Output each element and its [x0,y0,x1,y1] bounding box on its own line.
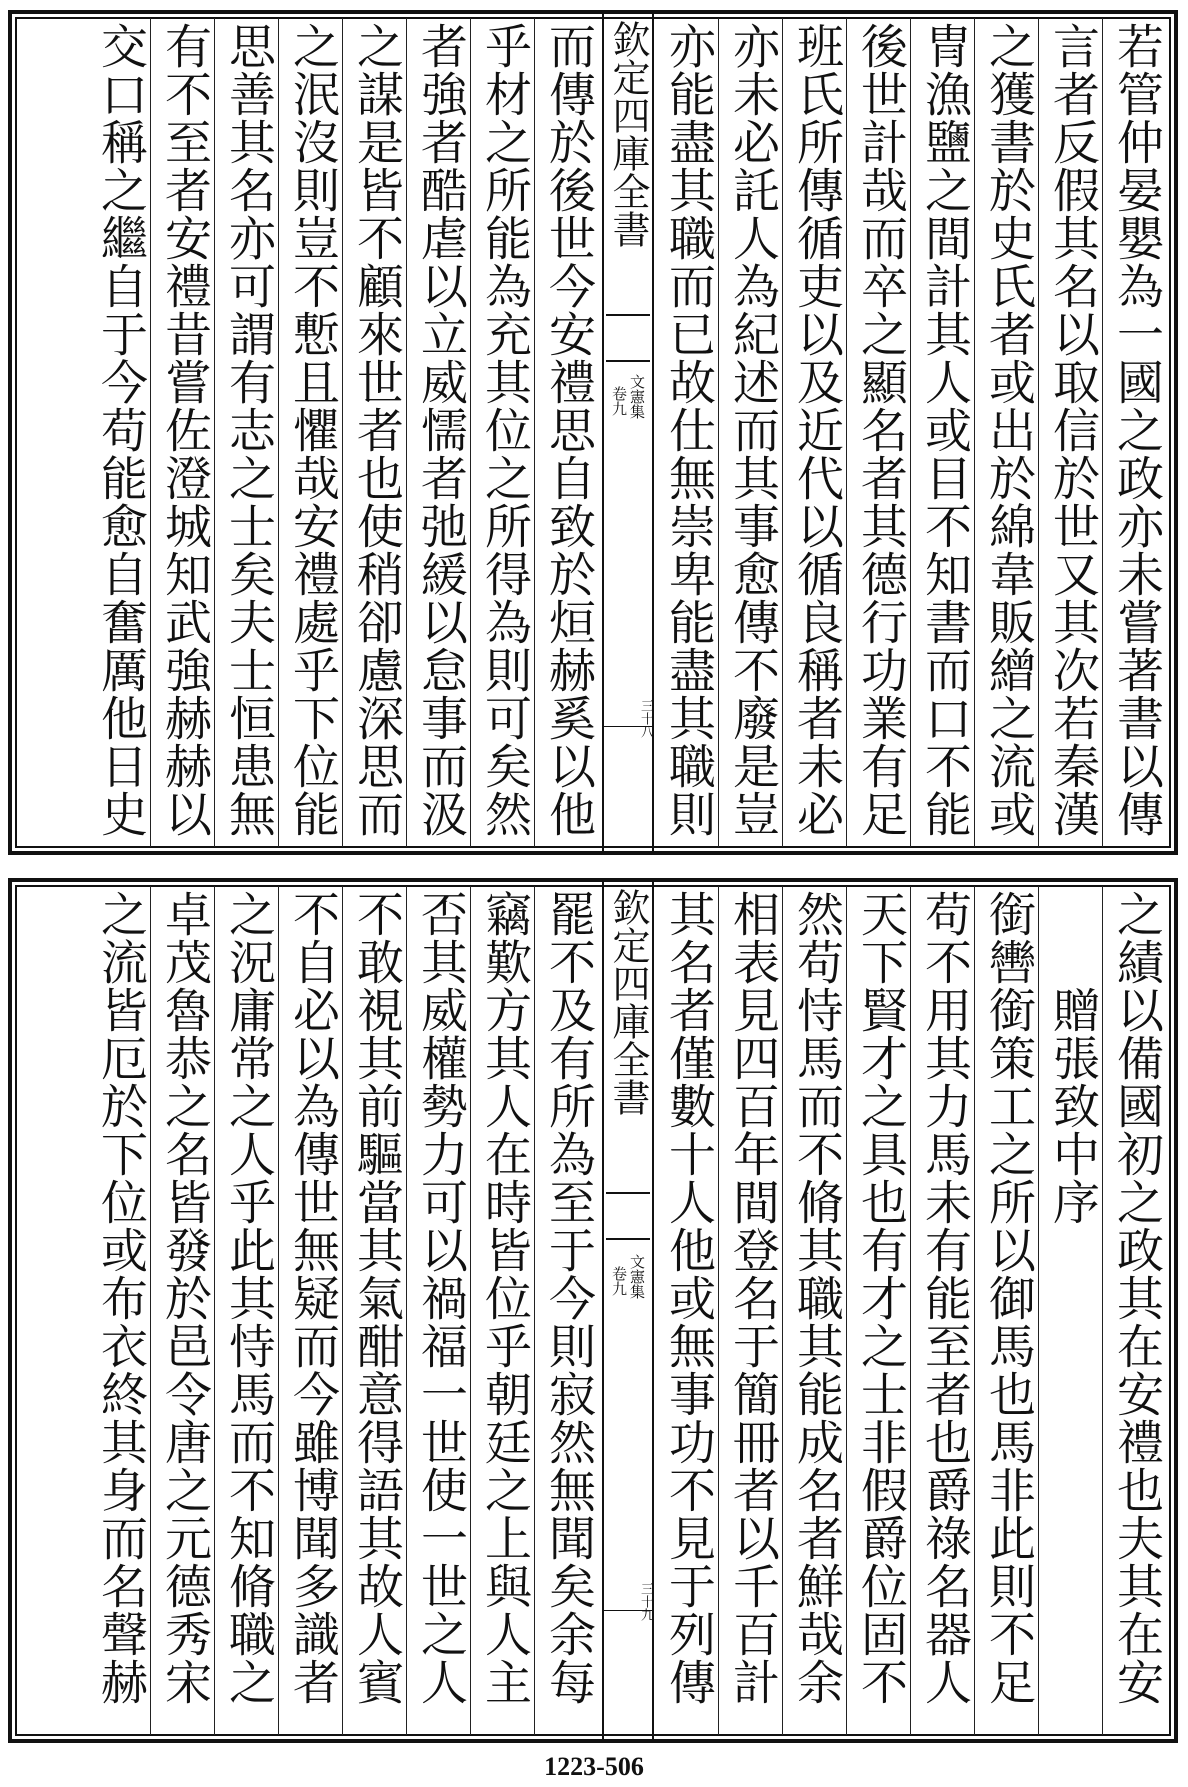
column-rule [782,886,783,1735]
text-column: 竊歎方其人在時皆位乎朝廷之上與人主 [477,890,532,1706]
column-rule [1038,18,1039,847]
gutter-collection-name: 文憲集 [628,1254,646,1299]
text-column: 否其威權勢力可以禍福一世使一世之人 [413,890,468,1706]
text-column: 然苟恃馬而不脩其職其能成名者鮮哉余 [789,890,844,1706]
gutter-book-title: 欽定四庫全書 [606,888,650,1116]
text-column: 罷不及有所為至于今則寂然無聞矣余每 [541,890,596,1706]
text-column: 銜轡銜策工之所以御馬也馬非此則不足 [981,890,1036,1706]
text-column: 相表見四百年間登名于簡冊者以千百計 [725,890,780,1706]
center-gutter [602,14,654,851]
fish-tail-mark [606,1192,650,1240]
gutter-volume: 卷九 [610,1266,628,1296]
column-rule [150,886,151,1735]
column-rule [782,18,783,847]
text-column: 亦能盡其職而已故仕無崇卑能盡其職則 [661,22,716,838]
center-gutter [602,882,654,1739]
gutter-leaf-number: 三十八 [638,699,653,738]
text-column: 後世計哉而卒之顯名者其德行功業有足 [853,22,908,838]
column-rule [1038,886,1039,1735]
gutter-book-title: 欽定四庫全書 [606,20,650,248]
column-rule [470,886,471,1735]
bottom-page-frame [8,878,1178,1743]
fish-tail-mark [606,314,650,362]
text-column: 其名者僅數十人他或無事功不見于列傳 [661,890,716,1706]
column-rule [534,18,535,847]
column-rule [150,18,151,847]
text-column: 亦未必託人為紀述而其事愈傳不廢是豈 [725,22,780,838]
column-rule [406,886,407,1735]
text-column: 之流皆厄於下位或布衣終其身而名聲赫 [93,890,148,1706]
text-column: 之泯沒則豈不慙且懼哉安禮處乎下位能 [285,22,340,838]
text-column: 之謀是皆不顧來世者也使稍卻慮深思而 [349,22,404,838]
section-heading: 贈張致中序 [1045,890,1100,1226]
column-rule [910,886,911,1735]
text-column: 之績以備國初之政其在安禮也夫其在安 [1109,890,1164,1706]
text-column: 乎材之所能為充其位之所得為則可矣然 [477,22,532,838]
text-column: 交口稱之繼自于今苟能愈自奮厲他日史 [93,22,148,838]
text-column: 若管仲晏嬰為一國之政亦未嘗著書以傳 [1109,22,1164,838]
text-column: 不敢視其前驅當其氣酣意得語其故人賓 [349,890,404,1706]
top-page-frame [8,10,1178,855]
column-rule [342,18,343,847]
column-rule [974,18,975,847]
gutter-volume: 卷九 [610,386,628,416]
column-rule [470,18,471,847]
column-rule [1102,886,1103,1735]
column-rule [214,18,215,847]
column-rule [342,886,343,1735]
footer-page-number: 1223-506 [544,1752,644,1781]
text-column: 者強者酷虐以立威懦者弛緩以怠事而汲 [413,22,468,838]
text-column: 言者反假其名以取信於世又其次若秦漢 [1045,22,1100,838]
column-rule [910,18,911,847]
text-column: 之況庸常之人乎此其恃馬而不知脩職之 [221,890,276,1706]
text-column: 而傳於後世今安禮思自致於烜赫奚以他 [541,22,596,838]
column-rule [718,886,719,1735]
column-rule [974,886,975,1735]
text-column: 之獲書於史氏者或出於綿韋販繒之流或 [981,22,1036,838]
gutter-leaf-number: 三十九 [638,1582,653,1621]
gutter-leaf-rule [604,1610,652,1611]
column-rule [534,886,535,1735]
column-rule [278,886,279,1735]
text-column: 苟不用其力馬未有能至者也爵祿名器人 [917,890,972,1706]
text-column: 卓茂魯恭之名皆發於邑令唐之元德秀宋 [157,890,212,1706]
text-column: 冑漁鹽之間計其人或目不知書而口不能 [917,22,972,838]
text-column: 思善其名亦可謂有志之士矣夫士恒患無 [221,22,276,838]
text-column: 不自必以為傳世無疑而今雖博聞多識者 [285,890,340,1706]
column-rule [406,18,407,847]
column-rule [718,18,719,847]
column-rule [846,18,847,847]
column-rule [846,886,847,1735]
text-column: 有不至者安禮昔嘗佐澄城知武強赫赫以 [157,22,212,838]
gutter-collection-name: 文憲集 [628,374,646,419]
column-rule [214,886,215,1735]
text-column: 天下賢才之具也有才之士非假爵位固不 [853,890,908,1706]
column-rule [1102,18,1103,847]
column-rule [278,18,279,847]
gutter-leaf-rule [604,726,652,727]
text-column: 班氏所傳循吏以及近代以循良稱者未必 [789,22,844,838]
